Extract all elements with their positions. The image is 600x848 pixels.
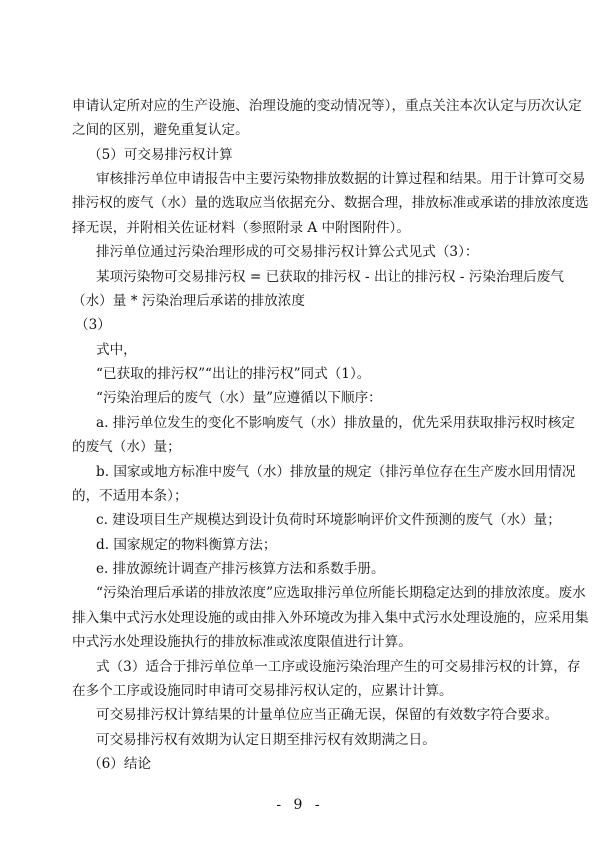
paragraph-line: 排污权的废气（水）量的选取应当依据充分、数据合理，排放标准或承诺的排放浓度选 xyxy=(72,195,589,211)
paragraph-line: 之间的区别，避免重复认定。 xyxy=(72,122,249,138)
paragraph-line: 申请认定所对应的生产设施、治理设施的变动情况等），重点关注本次认定与历次认定 xyxy=(72,98,582,114)
formula-line: 某项污染物可交易排污权 = 已获取的排污权 - 出让的排污权 - 污染治理后废气 xyxy=(96,269,564,285)
paragraph-line: “污染治理后的废气（水）量”应遵循以下顺序： xyxy=(96,390,382,406)
paragraph-line: 式（3）适合于排污单位单一工序或设施污染治理产生的可交易排污权的计算，存 xyxy=(96,659,581,675)
paragraph-line: 排入集中式污水处理设施的或由排入外环境改为排入集中式污水处理设施的，应采用集 xyxy=(72,610,589,626)
paragraph-line: 可交易排污权计算结果的计量单位应当正确无误，保留的有效数字符合要求。 xyxy=(96,707,559,723)
formula-number: （3） xyxy=(75,317,111,333)
list-item: c. 建设项目生产规模达到设计负荷时环境影响评价文件预测的废气（水）量； xyxy=(96,512,561,528)
paragraph-line: 式中， xyxy=(96,342,137,358)
section-heading: （6）结论 xyxy=(88,756,152,772)
list-item: 的废气（水）量； xyxy=(72,439,181,455)
paragraph-line: 中式污水处理设施执行的排放标准或浓度限值进行计算。 xyxy=(72,634,412,650)
paragraph-line: “污染治理后承诺的排放浓度”应选取排污单位所能长期稳定达到的排放浓度。废水 xyxy=(96,585,586,601)
paragraph-line: 在多个工序或设施同时申请可交易排污权认定的，应累计计算。 xyxy=(72,683,453,699)
section-heading: （5）可交易排污权计算 xyxy=(88,147,233,163)
paragraph-line: 择无误，并附相关佐证材料（参照附录 A 中附图附件）。 xyxy=(72,220,410,236)
paragraph-line: 审核排污单位申请报告中主要污染物排放数据的计算过程和结果。用于计算可交易 xyxy=(96,171,586,187)
list-item: e. 排放源统计调查产排污核算方法和系数手册。 xyxy=(96,561,385,577)
list-item: b. 国家或地方标准中废气（水）排放量的规定（排污单位存在生产废水回用情况 xyxy=(96,464,576,480)
formula-line: （水）量 * 污染治理后承诺的排放浓度 xyxy=(72,293,305,309)
paragraph-line: 可交易排污权有效期为认定日期至排污权有效期满之日。 xyxy=(96,732,436,748)
list-item: 的，不适用本条）； xyxy=(72,488,188,504)
list-item: d. 国家规定的物料衡算方法； xyxy=(96,537,277,553)
paragraph-line: 排污单位通过污染治理形成的可交易排污权计算公式见式（3）： xyxy=(96,244,479,260)
list-item: a. 排污单位发生的变化不影响废气（水）排放量的，优先采用获取排污权时核定 xyxy=(96,415,575,431)
page-number: - 9 - xyxy=(276,797,324,813)
paragraph-line: “已获取的排污权”“出让的排污权”同式（1）。 xyxy=(96,366,371,382)
